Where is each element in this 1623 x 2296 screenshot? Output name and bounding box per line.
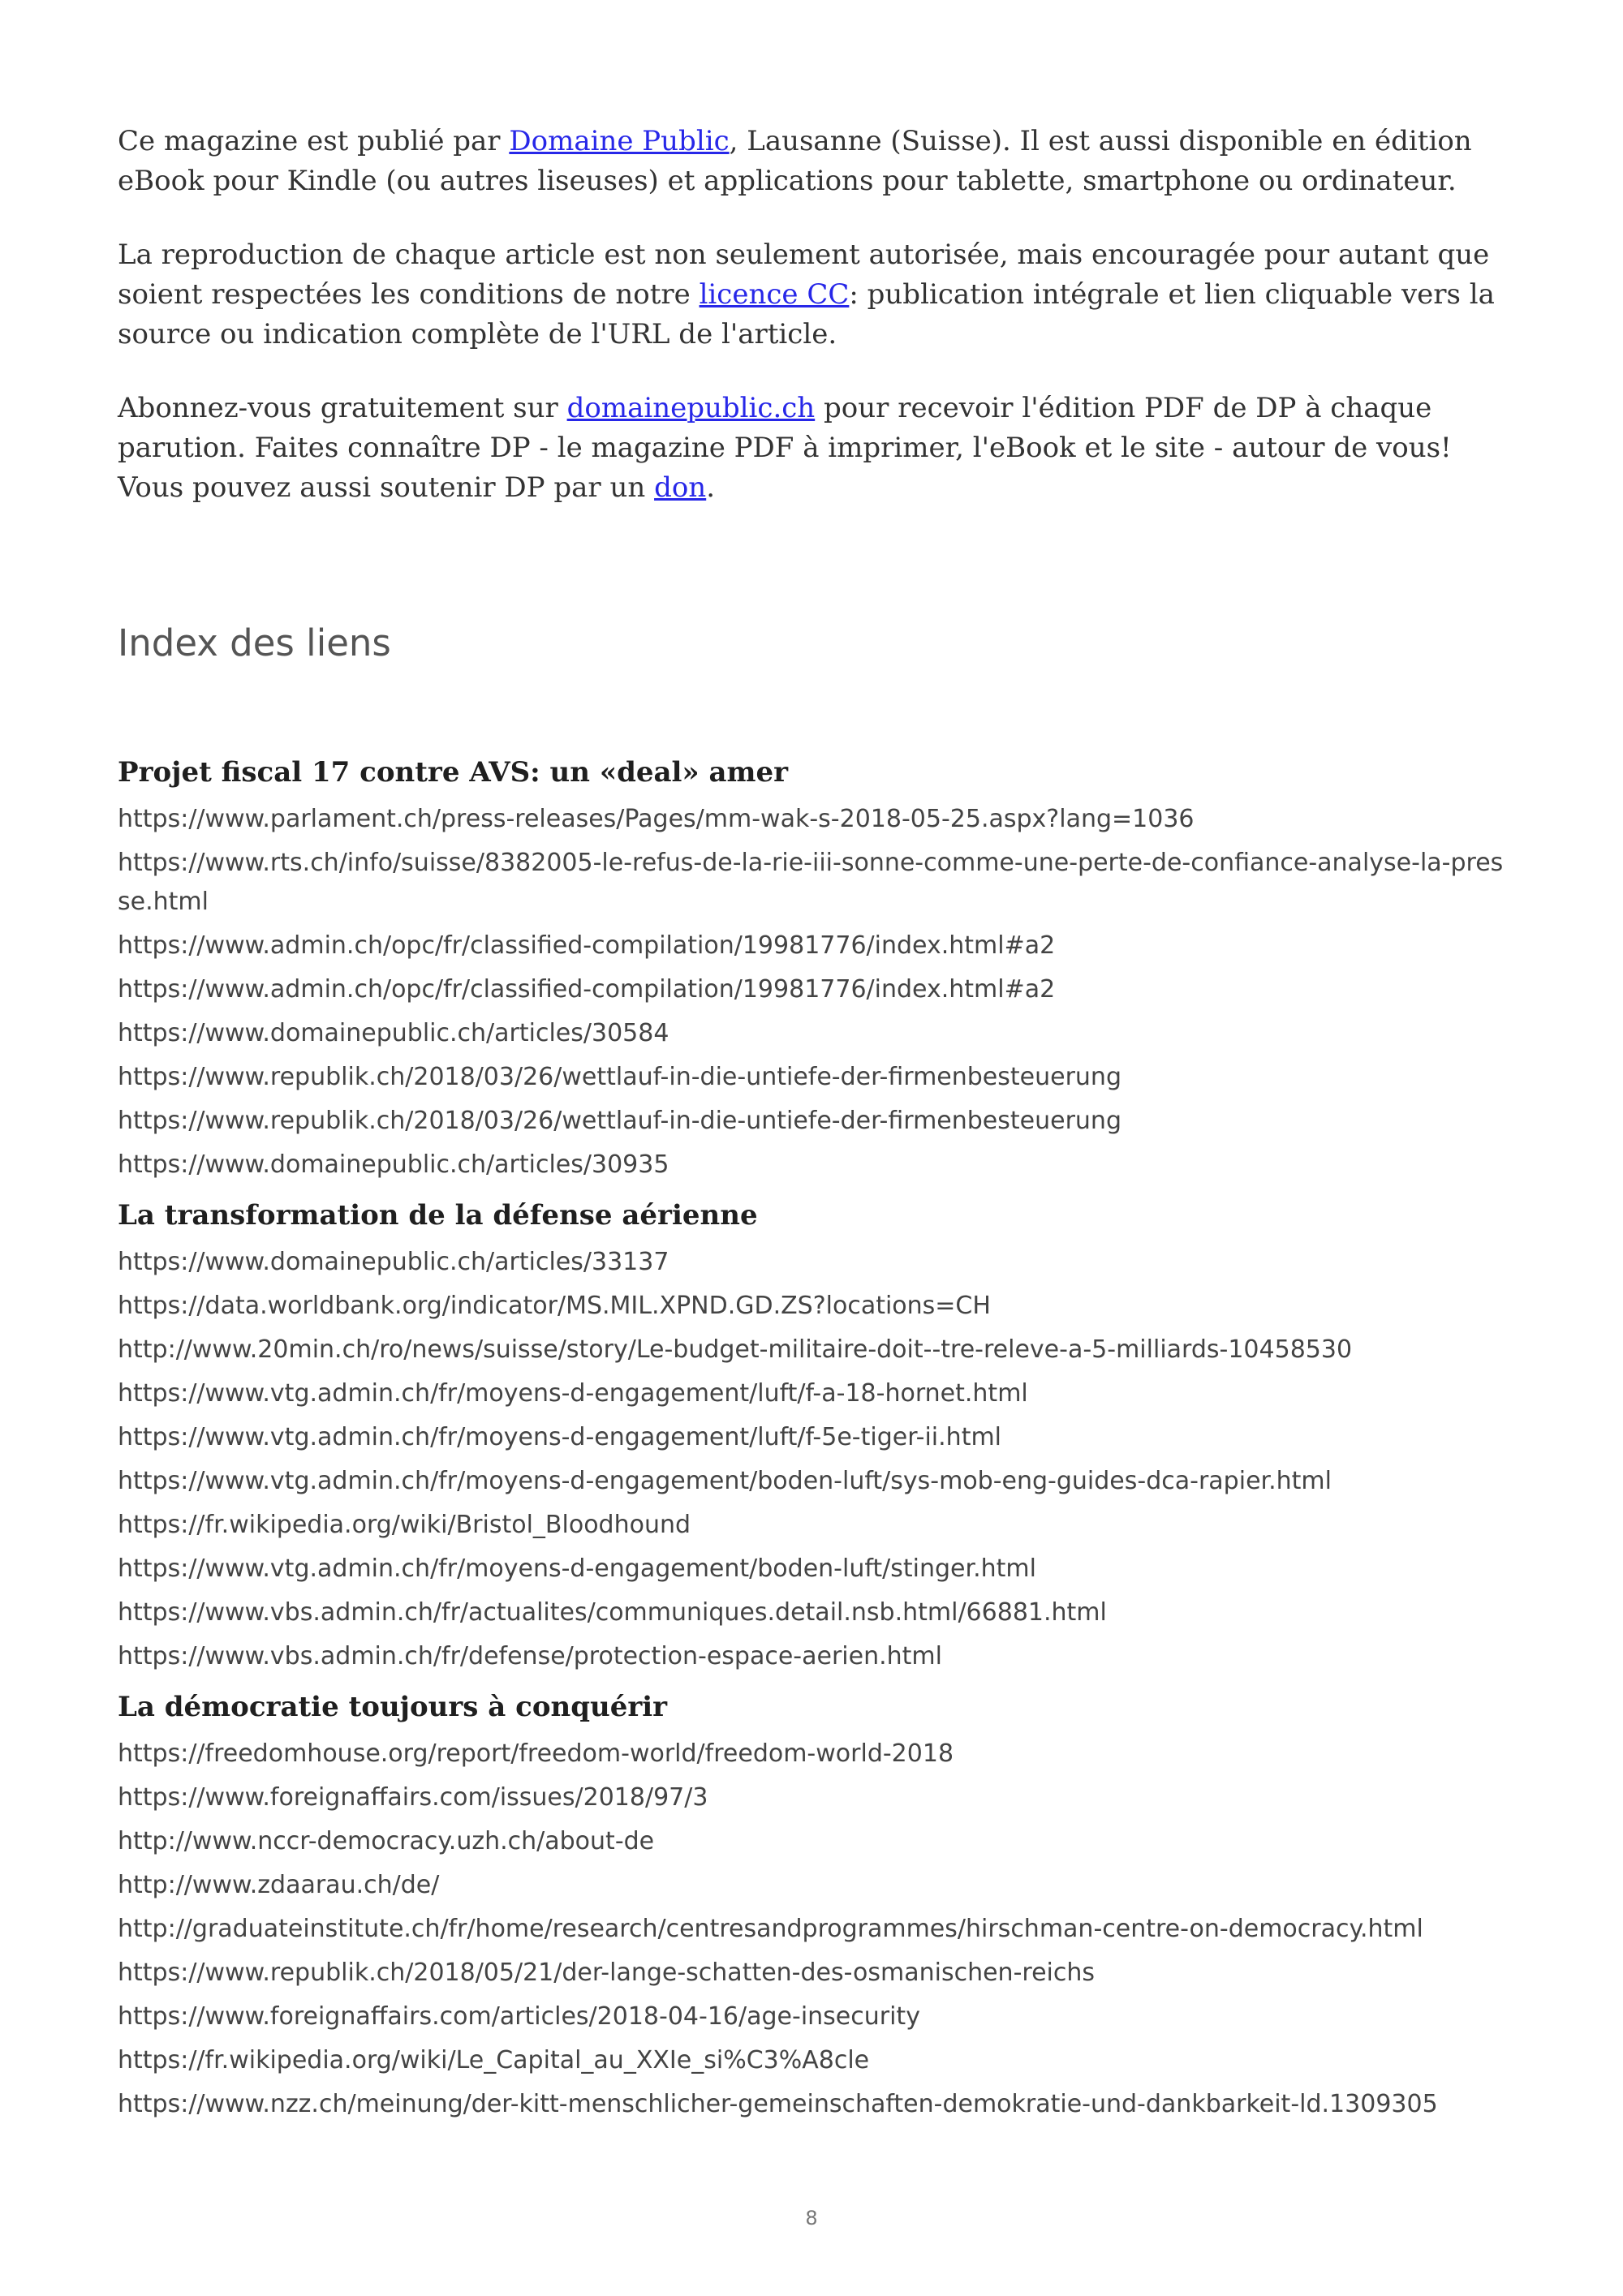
link-url: https://www.parlament.ch/press-releases/Pages/mm-wak-s-2018-05-25.aspx?lang=1036 (118, 805, 1195, 833)
link-url: http://www.20min.ch/ro/news/suisse/story/Le-budget-militaire-doit--tre-releve-a-5-milliards-10458530 (118, 1335, 1353, 1364)
link-url: https://www.foreignaffairs.com/articles/2018-04-16/age-insecurity (118, 2002, 920, 2031)
index-title: Index des liens (118, 621, 391, 664)
licence-cc-link[interactable]: licence CC (699, 278, 850, 311)
intro-paragraph-license: La reproduction de chaque article est non seulement autorisée, mais encouragée pour autant que soient respectées les conditions de notre licence CC: publication intégrale et lien cliquable vers la source ou indication complète de l'URL de l'article. (118, 239, 1495, 350)
link-url: https://www.admin.ch/opc/fr/classified-compilation/19981776/index.html#a2 (118, 931, 1056, 960)
article-title: La transformation de la défense aérienne (118, 1199, 758, 1232)
link-url: https://www.republik.ch/2018/05/21/der-lange-schatten-des-osmanischen-reichs (118, 1958, 1095, 1987)
link-url: https://www.vtg.admin.ch/fr/moyens-d-engagement/luft/f-a-18-hornet.html (118, 1379, 1028, 1408)
link-url: https://www.domainepublic.ch/articles/30584 (118, 1019, 669, 1047)
link-index (118, 755, 1513, 2124)
link-url: https://www.domainepublic.ch/articles/30935 (118, 1150, 669, 1179)
link-url: https://www.republik.ch/2018/03/26/wettlauf-in-die-untiefe-der-firmenbesteuerung (118, 1063, 1121, 1091)
link-url: https://www.vtg.admin.ch/fr/moyens-d-engagement/boden-luft/sys-mob-eng-guides-dca-rapier.html (118, 1467, 1332, 1495)
link-url: https://www.vtg.admin.ch/fr/moyens-d-engagement/luft/f-5e-tiger-ii.html (118, 1423, 1002, 1451)
link-url: https://www.admin.ch/opc/fr/classified-compilation/19981776/index.html#a2 (118, 975, 1056, 1004)
article-link-group (118, 1689, 1513, 2124)
link-url: http://www.nccr-democracy.uzh.ch/about-de (118, 1827, 655, 1855)
article-link-group (118, 1197, 1513, 1676)
link-url: https://www.rts.ch/info/suisse/8382005-le-refus-de-la-rie-iii-sonne-comme-une-perte-de-confiance-analyse-la-presse.html (118, 849, 1504, 916)
page-content (118, 122, 1513, 2137)
intro-paragraph-subscribe: Abonnez-vous gratuitement sur domainepublic.ch pour recevoir l'édition PDF de DP à chaque parution. Faites connaître DP - le magazine PDF à imprimer, l'eBook et le site - autour de vous! Vous pouvez aussi soutenir DP par un don. (118, 392, 1452, 504)
link-list (118, 1243, 1513, 1676)
intro-paragraph-publisher: Ce magazine est publié par Domaine Public, Lausanne (Suisse). Il est aussi disponible en édition eBook pour Kindle (ou autres liseuses) et applications pour tablette, smartphone ou ordinateur. (118, 125, 1472, 197)
domaine-public-link[interactable]: Domaine Public (509, 125, 730, 157)
link-url: https://fr.wikipedia.org/wiki/Bristol_Bloodhound (118, 1511, 691, 1539)
article-title: Projet fiscal 17 contre AVS: un «deal» amer (118, 756, 789, 789)
link-url: https://www.republik.ch/2018/03/26/wettlauf-in-die-untiefe-der-firmenbesteuerung (118, 1107, 1121, 1135)
link-url: https://www.vbs.admin.ch/fr/defense/protection-espace-aerien.html (118, 1642, 942, 1670)
page-number: 8 (805, 2207, 818, 2229)
domainepublic-site-link[interactable]: domainepublic.ch (566, 392, 816, 424)
link-url: https://www.vbs.admin.ch/fr/actualites/communiques.detail.nsb.html/66881.html (118, 1598, 1107, 1627)
link-url: http://www.zdaarau.ch/de/ (118, 1871, 440, 1899)
link-list (118, 800, 1513, 1185)
link-list (118, 1735, 1513, 2124)
link-url: https://fr.wikipedia.org/wiki/Le_Capital_au_XXIe_si%C3%A8cle (118, 2046, 870, 2075)
link-url: https://data.worldbank.org/indicator/MS.MIL.XPND.GD.ZS?locations=CH (118, 1292, 991, 1320)
article-link-group (118, 755, 1513, 1185)
link-url: https://www.nzz.ch/meinung/der-kitt-menschlicher-gemeinschaften-demokratie-und-dankbarkeit-ld.1309305 (118, 2090, 1438, 2118)
link-url: http://graduateinstitute.ch/fr/home/research/centresandprogrammes/hirschman-centre-on-democracy.html (118, 1915, 1423, 1943)
link-url: https://www.foreignaffairs.com/issues/2018/97/3 (118, 1783, 708, 1812)
link-url: https://www.domainepublic.ch/articles/33137 (118, 1248, 669, 1276)
link-url: https://www.vtg.admin.ch/fr/moyens-d-engagement/boden-luft/stinger.html (118, 1554, 1036, 1583)
link-url: https://freedomhouse.org/report/freedom-world/freedom-world-2018 (118, 1739, 954, 1768)
intro-block (118, 122, 1513, 508)
article-title: La démocratie toujours à conquérir (118, 1691, 668, 1723)
don-link[interactable]: don (654, 471, 707, 504)
